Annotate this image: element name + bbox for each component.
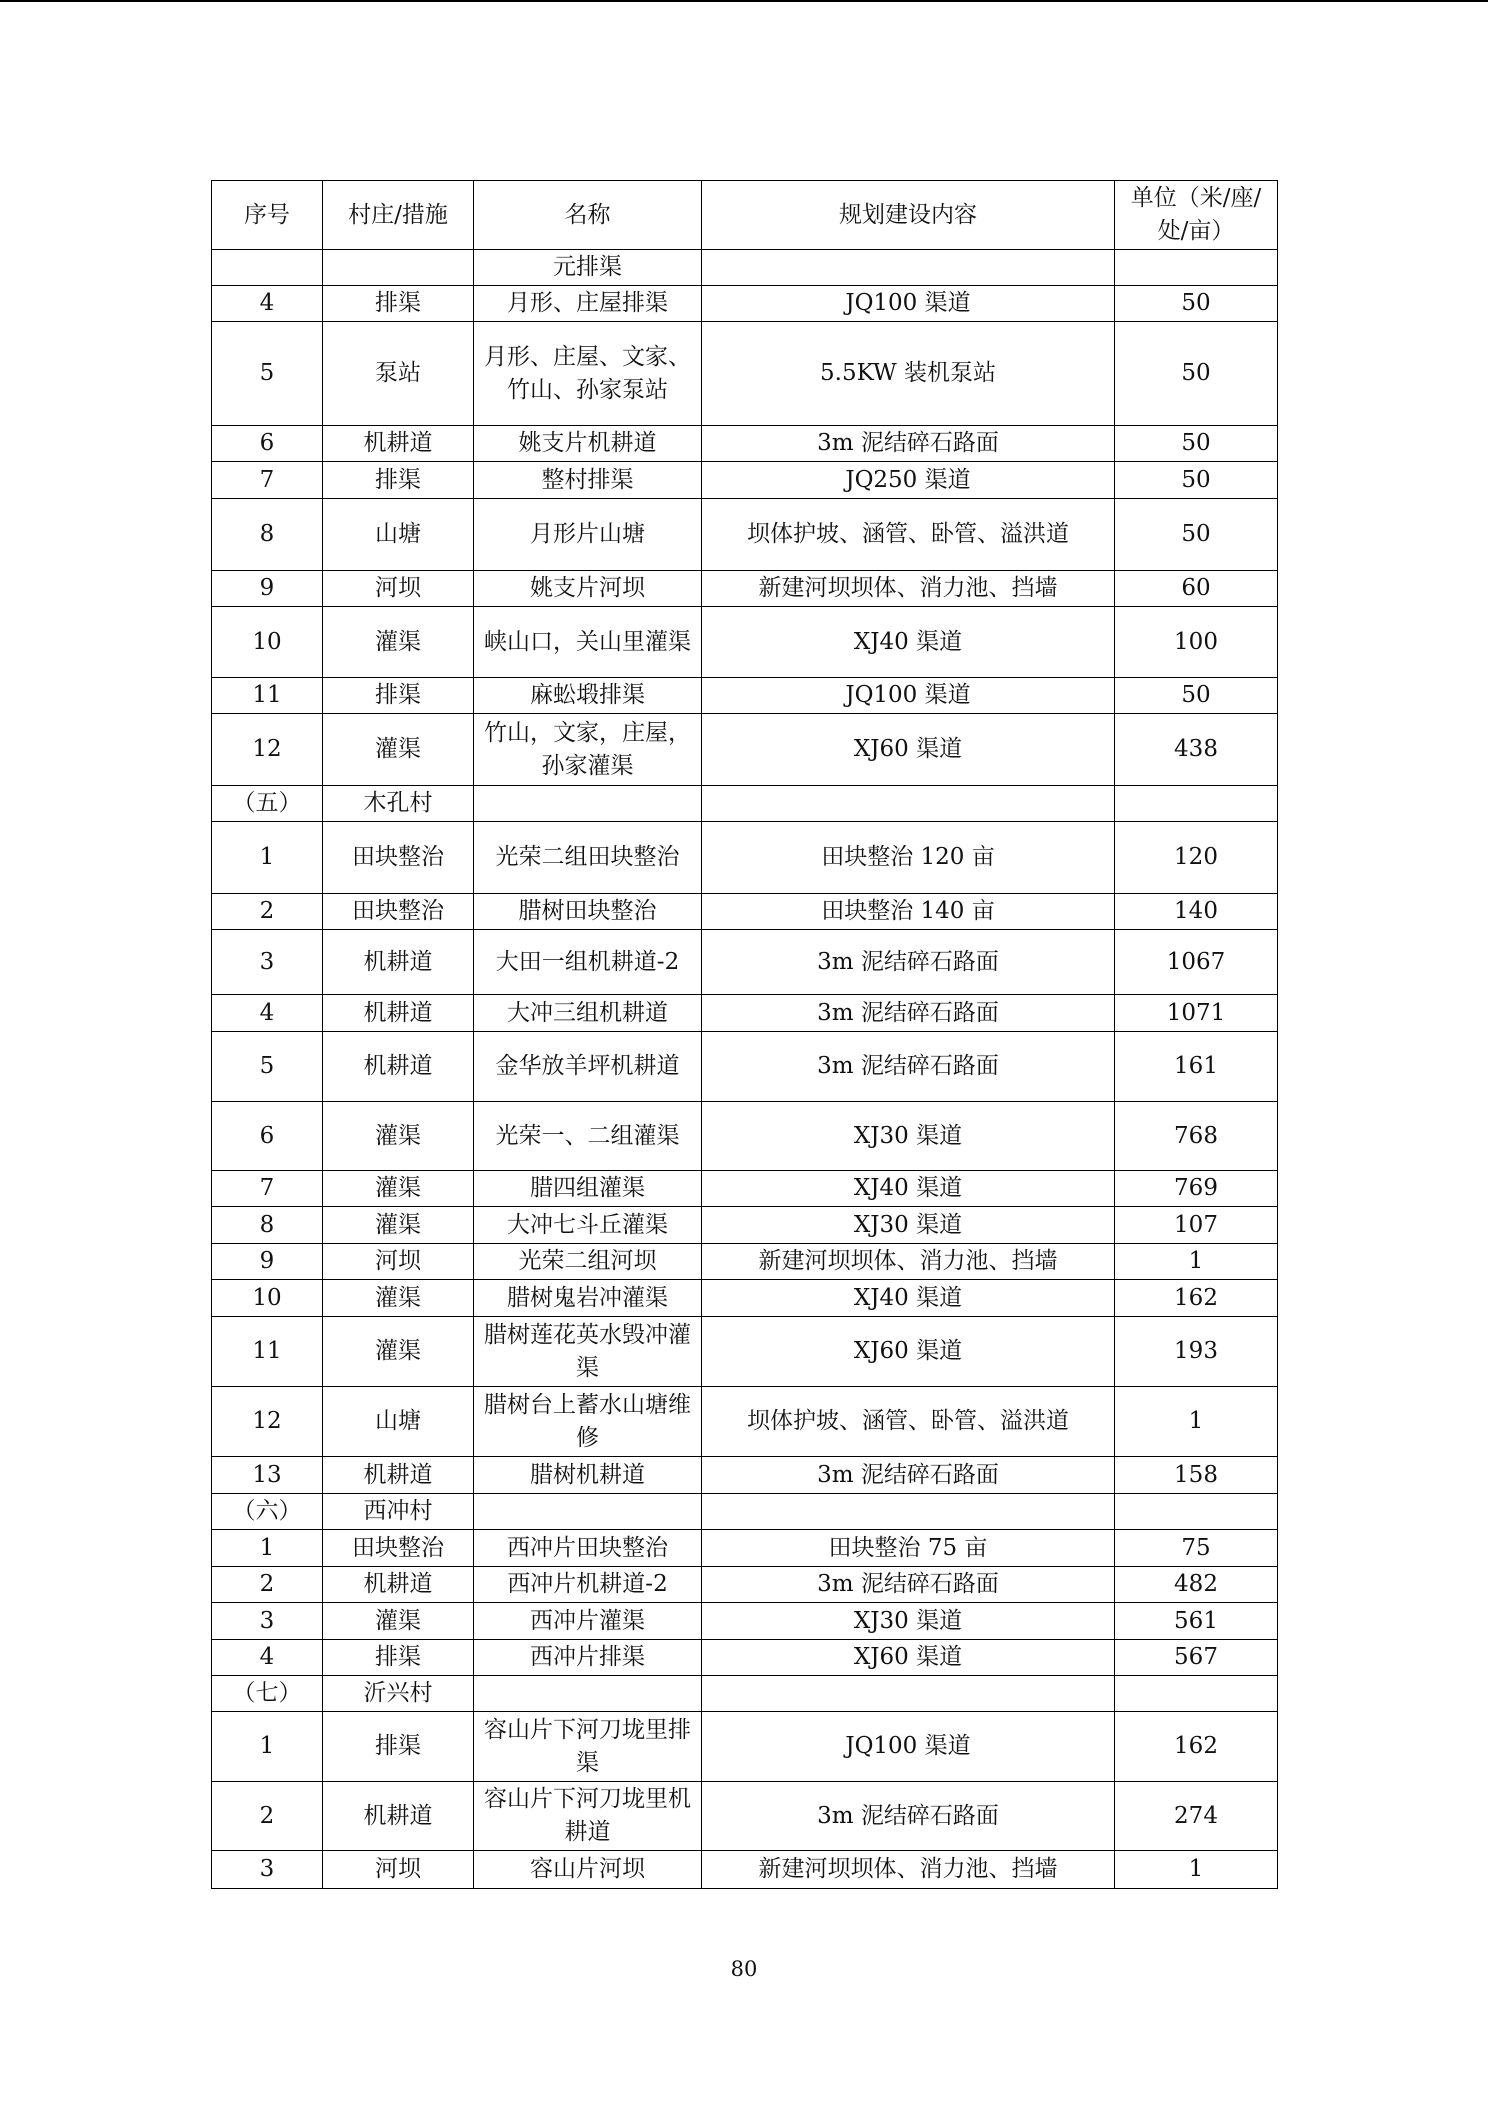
- cell-planned-content: XJ30 渠道: [702, 1207, 1115, 1244]
- cell-unit: [1115, 1676, 1278, 1712]
- cell-unit: 193: [1115, 1317, 1278, 1387]
- cell-name: 姚支片河坝: [474, 571, 702, 607]
- table-row: [212, 1567, 1278, 1603]
- cell-village-measure: 田块整治: [323, 894, 474, 930]
- cell-serial-number: 1: [212, 1530, 323, 1567]
- table-body: [212, 250, 1278, 1889]
- cell-unit: 50: [1115, 286, 1278, 322]
- cell-village-measure: 田块整治: [323, 1530, 474, 1567]
- cell-serial-number: 7: [212, 1171, 323, 1207]
- cell-name: 元排渠: [474, 250, 702, 286]
- cell-planned-content: 田块整治 120 亩: [702, 822, 1115, 894]
- cell-name: 容山片河坝: [474, 1851, 702, 1889]
- cell-name: 光荣二组田块整治: [474, 822, 702, 894]
- cell-serial-number: 3: [212, 1603, 323, 1640]
- cell-serial-number: 9: [212, 1244, 323, 1280]
- table-row: [212, 462, 1278, 499]
- cell-planned-content: 田块整治 140 亩: [702, 894, 1115, 930]
- cell-unit: 161: [1115, 1032, 1278, 1102]
- cell-planned-content: [702, 1676, 1115, 1712]
- cell-serial-number: 6: [212, 1102, 323, 1171]
- table-row: [212, 1851, 1278, 1889]
- cell-unit: 1067: [1115, 930, 1278, 995]
- cell-unit: 768: [1115, 1102, 1278, 1171]
- cell-village-measure: 山塘: [323, 499, 474, 571]
- cell-serial-number: （七）: [212, 1676, 323, 1712]
- cell-planned-content: XJ60 渠道: [702, 714, 1115, 786]
- cell-planned-content: 田块整治 75 亩: [702, 1530, 1115, 1567]
- table-row: [212, 786, 1278, 822]
- cell-planned-content: 坝体护坡、涵管、卧管、溢洪道: [702, 1387, 1115, 1457]
- cell-serial-number: 7: [212, 462, 323, 499]
- cell-planned-content: 3m 泥结碎石路面: [702, 1567, 1115, 1603]
- cell-village-measure: 灌渠: [323, 1603, 474, 1640]
- cell-unit: 50: [1115, 426, 1278, 462]
- cell-serial-number: （五）: [212, 786, 323, 822]
- table-row: [212, 322, 1278, 426]
- cell-planned-content: 5.5KW 装机泵站: [702, 322, 1115, 426]
- cell-village-measure: 灌渠: [323, 1280, 474, 1317]
- cell-planned-content: XJ40 渠道: [702, 607, 1115, 678]
- header-village-measure: 村庄/措施: [323, 181, 474, 250]
- table-row: [212, 1280, 1278, 1317]
- cell-serial-number: 4: [212, 286, 323, 322]
- table-row: [212, 1457, 1278, 1494]
- cell-name: 西冲片机耕道-2: [474, 1567, 702, 1603]
- cell-name: 容山片下河刀垅里排渠: [474, 1712, 702, 1782]
- cell-village-measure: 机耕道: [323, 930, 474, 995]
- cell-village-measure: 机耕道: [323, 995, 474, 1032]
- cell-serial-number: 13: [212, 1457, 323, 1494]
- cell-village-measure: [323, 250, 474, 286]
- cell-unit: 50: [1115, 322, 1278, 426]
- table-row: [212, 286, 1278, 322]
- cell-planned-content: XJ60 渠道: [702, 1317, 1115, 1387]
- cell-planned-content: [702, 786, 1115, 822]
- cell-name: 腊树莲花英水毁冲灌渠: [474, 1317, 702, 1387]
- cell-name: 月形、庄屋排渠: [474, 286, 702, 322]
- cell-name: 金华放羊坪机耕道: [474, 1032, 702, 1102]
- table-header-row: [212, 181, 1278, 250]
- top-border-line: [0, 0, 1488, 2]
- cell-unit: 162: [1115, 1712, 1278, 1782]
- cell-unit: 1: [1115, 1387, 1278, 1457]
- cell-unit: 50: [1115, 499, 1278, 571]
- cell-unit: [1115, 1494, 1278, 1530]
- table-row: [212, 1603, 1278, 1640]
- cell-serial-number: （六）: [212, 1494, 323, 1530]
- cell-serial-number: 4: [212, 1640, 323, 1676]
- cell-village-measure: 灌渠: [323, 1171, 474, 1207]
- cell-planned-content: [702, 250, 1115, 286]
- cell-unit: 274: [1115, 1782, 1278, 1851]
- header-unit: 单位（米/座/处/亩）: [1115, 181, 1278, 250]
- cell-planned-content: 3m 泥结碎石路面: [702, 1032, 1115, 1102]
- cell-unit: 140: [1115, 894, 1278, 930]
- cell-name: 竹山，文家，庄屋，孙家灌渠: [474, 714, 702, 786]
- table-row: [212, 995, 1278, 1032]
- cell-serial-number: 12: [212, 714, 323, 786]
- cell-serial-number: 10: [212, 607, 323, 678]
- cell-planned-content: XJ40 渠道: [702, 1171, 1115, 1207]
- cell-unit: 100: [1115, 607, 1278, 678]
- cell-village-measure: 灌渠: [323, 714, 474, 786]
- cell-serial-number: 11: [212, 678, 323, 714]
- table-row: [212, 1317, 1278, 1387]
- cell-unit: 769: [1115, 1171, 1278, 1207]
- cell-name: [474, 1676, 702, 1712]
- cell-village-measure: 机耕道: [323, 1457, 474, 1494]
- table-row: [212, 1244, 1278, 1280]
- table-row: [212, 1676, 1278, 1712]
- cell-serial-number: 3: [212, 1851, 323, 1889]
- cell-planned-content: 新建河坝坝体、消力池、挡墙: [702, 571, 1115, 607]
- cell-village-measure: 河坝: [323, 571, 474, 607]
- table-row: [212, 426, 1278, 462]
- cell-unit: [1115, 250, 1278, 286]
- header-planned-content: 规划建设内容: [702, 181, 1115, 250]
- cell-name: 腊树田块整治: [474, 894, 702, 930]
- cell-village-measure: 山塘: [323, 1387, 474, 1457]
- cell-planned-content: JQ100 渠道: [702, 1712, 1115, 1782]
- table-row: [212, 1102, 1278, 1171]
- cell-planned-content: XJ40 渠道: [702, 1280, 1115, 1317]
- cell-unit: 50: [1115, 462, 1278, 499]
- cell-serial-number: 1: [212, 822, 323, 894]
- cell-unit: 50: [1115, 678, 1278, 714]
- cell-unit: 75: [1115, 1530, 1278, 1567]
- cell-planned-content: XJ60 渠道: [702, 1640, 1115, 1676]
- cell-unit: 158: [1115, 1457, 1278, 1494]
- cell-planned-content: 3m 泥结碎石路面: [702, 426, 1115, 462]
- table-row: [212, 1171, 1278, 1207]
- cell-planned-content: 3m 泥结碎石路面: [702, 1782, 1115, 1851]
- cell-village-measure: 灌渠: [323, 1207, 474, 1244]
- table-row: [212, 1640, 1278, 1676]
- cell-planned-content: 3m 泥结碎石路面: [702, 930, 1115, 995]
- cell-village-measure: 机耕道: [323, 1032, 474, 1102]
- cell-serial-number: 10: [212, 1280, 323, 1317]
- cell-name: [474, 1494, 702, 1530]
- cell-village-measure: 沂兴村: [323, 1676, 474, 1712]
- cell-name: 姚支片机耕道: [474, 426, 702, 462]
- cell-unit: 60: [1115, 571, 1278, 607]
- cell-village-measure: 排渠: [323, 1712, 474, 1782]
- cell-village-measure: 河坝: [323, 1244, 474, 1280]
- table-row: [212, 678, 1278, 714]
- cell-unit: 162: [1115, 1280, 1278, 1317]
- cell-village-measure: 机耕道: [323, 1782, 474, 1851]
- cell-name: 峡山口，关山里灌渠: [474, 607, 702, 678]
- cell-serial-number: 5: [212, 322, 323, 426]
- cell-planned-content: [702, 1494, 1115, 1530]
- cell-village-measure: 灌渠: [323, 1317, 474, 1387]
- cell-name: 大田一组机耕道-2: [474, 930, 702, 995]
- cell-planned-content: 3m 泥结碎石路面: [702, 1457, 1115, 1494]
- cell-serial-number: 2: [212, 894, 323, 930]
- cell-serial-number: 6: [212, 426, 323, 462]
- cell-serial-number: 8: [212, 499, 323, 571]
- cell-village-measure: 田块整治: [323, 822, 474, 894]
- cell-village-measure: 木孔村: [323, 786, 474, 822]
- cell-serial-number: 5: [212, 1032, 323, 1102]
- construction-plan-table: [211, 180, 1278, 1889]
- cell-unit: 1: [1115, 1851, 1278, 1889]
- cell-name: [474, 786, 702, 822]
- cell-village-measure: 灌渠: [323, 607, 474, 678]
- cell-serial-number: 8: [212, 1207, 323, 1244]
- table-row: [212, 499, 1278, 571]
- cell-serial-number: 2: [212, 1782, 323, 1851]
- cell-village-measure: 排渠: [323, 462, 474, 499]
- header-serial-number: 序号: [212, 181, 323, 250]
- cell-village-measure: 机耕道: [323, 426, 474, 462]
- cell-name: 大冲三组机耕道: [474, 995, 702, 1032]
- cell-unit: 1: [1115, 1244, 1278, 1280]
- cell-serial-number: 9: [212, 571, 323, 607]
- table-row: [212, 1494, 1278, 1530]
- cell-village-measure: 排渠: [323, 678, 474, 714]
- table-row: [212, 714, 1278, 786]
- cell-name: 麻蚣塅排渠: [474, 678, 702, 714]
- cell-planned-content: XJ30 渠道: [702, 1603, 1115, 1640]
- table-row: [212, 822, 1278, 894]
- header-name: 名称: [474, 181, 702, 250]
- cell-name: 西冲片排渠: [474, 1640, 702, 1676]
- cell-serial-number: 2: [212, 1567, 323, 1603]
- cell-village-measure: 排渠: [323, 286, 474, 322]
- cell-unit: 438: [1115, 714, 1278, 786]
- cell-village-measure: 西冲村: [323, 1494, 474, 1530]
- cell-name: 腊树鬼岩冲灌渠: [474, 1280, 702, 1317]
- cell-name: 容山片下河刀垅里机耕道: [474, 1782, 702, 1851]
- table-row: [212, 571, 1278, 607]
- cell-planned-content: XJ30 渠道: [702, 1102, 1115, 1171]
- cell-village-measure: 灌渠: [323, 1102, 474, 1171]
- cell-planned-content: JQ100 渠道: [702, 678, 1115, 714]
- cell-village-measure: 河坝: [323, 1851, 474, 1889]
- cell-unit: 107: [1115, 1207, 1278, 1244]
- cell-name: 腊树台上蓄水山塘维修: [474, 1387, 702, 1457]
- cell-planned-content: JQ250 渠道: [702, 462, 1115, 499]
- table-row: [212, 1782, 1278, 1851]
- cell-planned-content: 新建河坝坝体、消力池、挡墙: [702, 1851, 1115, 1889]
- cell-planned-content: 坝体护坡、涵管、卧管、溢洪道: [702, 499, 1115, 571]
- table-row: [212, 1207, 1278, 1244]
- cell-unit: 482: [1115, 1567, 1278, 1603]
- table-row: [212, 1712, 1278, 1782]
- cell-village-measure: 排渠: [323, 1640, 474, 1676]
- cell-village-measure: 泵站: [323, 322, 474, 426]
- cell-unit: 120: [1115, 822, 1278, 894]
- cell-name: 月形片山塘: [474, 499, 702, 571]
- cell-serial-number: 12: [212, 1387, 323, 1457]
- cell-unit: 561: [1115, 1603, 1278, 1640]
- cell-serial-number: 4: [212, 995, 323, 1032]
- cell-name: 腊四组灌渠: [474, 1171, 702, 1207]
- cell-serial-number: 3: [212, 930, 323, 995]
- table-row: [212, 1530, 1278, 1567]
- table-row: [212, 607, 1278, 678]
- cell-serial-number: 1: [212, 1712, 323, 1782]
- cell-name: 光荣二组河坝: [474, 1244, 702, 1280]
- cell-unit: 1071: [1115, 995, 1278, 1032]
- table-row: [212, 1032, 1278, 1102]
- cell-unit: 567: [1115, 1640, 1278, 1676]
- cell-name: 月形、庄屋、文家、竹山、孙家泵站: [474, 322, 702, 426]
- table-row: [212, 894, 1278, 930]
- cell-serial-number: [212, 250, 323, 286]
- cell-name: 西冲片田块整治: [474, 1530, 702, 1567]
- cell-unit: [1115, 786, 1278, 822]
- table-row: [212, 930, 1278, 995]
- cell-village-measure: 机耕道: [323, 1567, 474, 1603]
- page-number: 80: [730, 1957, 758, 1981]
- cell-name: 大冲七斗丘灌渠: [474, 1207, 702, 1244]
- cell-name: 光荣一、二组灌渠: [474, 1102, 702, 1171]
- cell-planned-content: 新建河坝坝体、消力池、挡墙: [702, 1244, 1115, 1280]
- cell-planned-content: 3m 泥结碎石路面: [702, 995, 1115, 1032]
- cell-serial-number: 11: [212, 1317, 323, 1387]
- table-row: [212, 250, 1278, 286]
- cell-planned-content: JQ100 渠道: [702, 286, 1115, 322]
- table-row: [212, 1387, 1278, 1457]
- cell-name: 整村排渠: [474, 462, 702, 499]
- cell-name: 腊树机耕道: [474, 1457, 702, 1494]
- cell-name: 西冲片灌渠: [474, 1603, 702, 1640]
